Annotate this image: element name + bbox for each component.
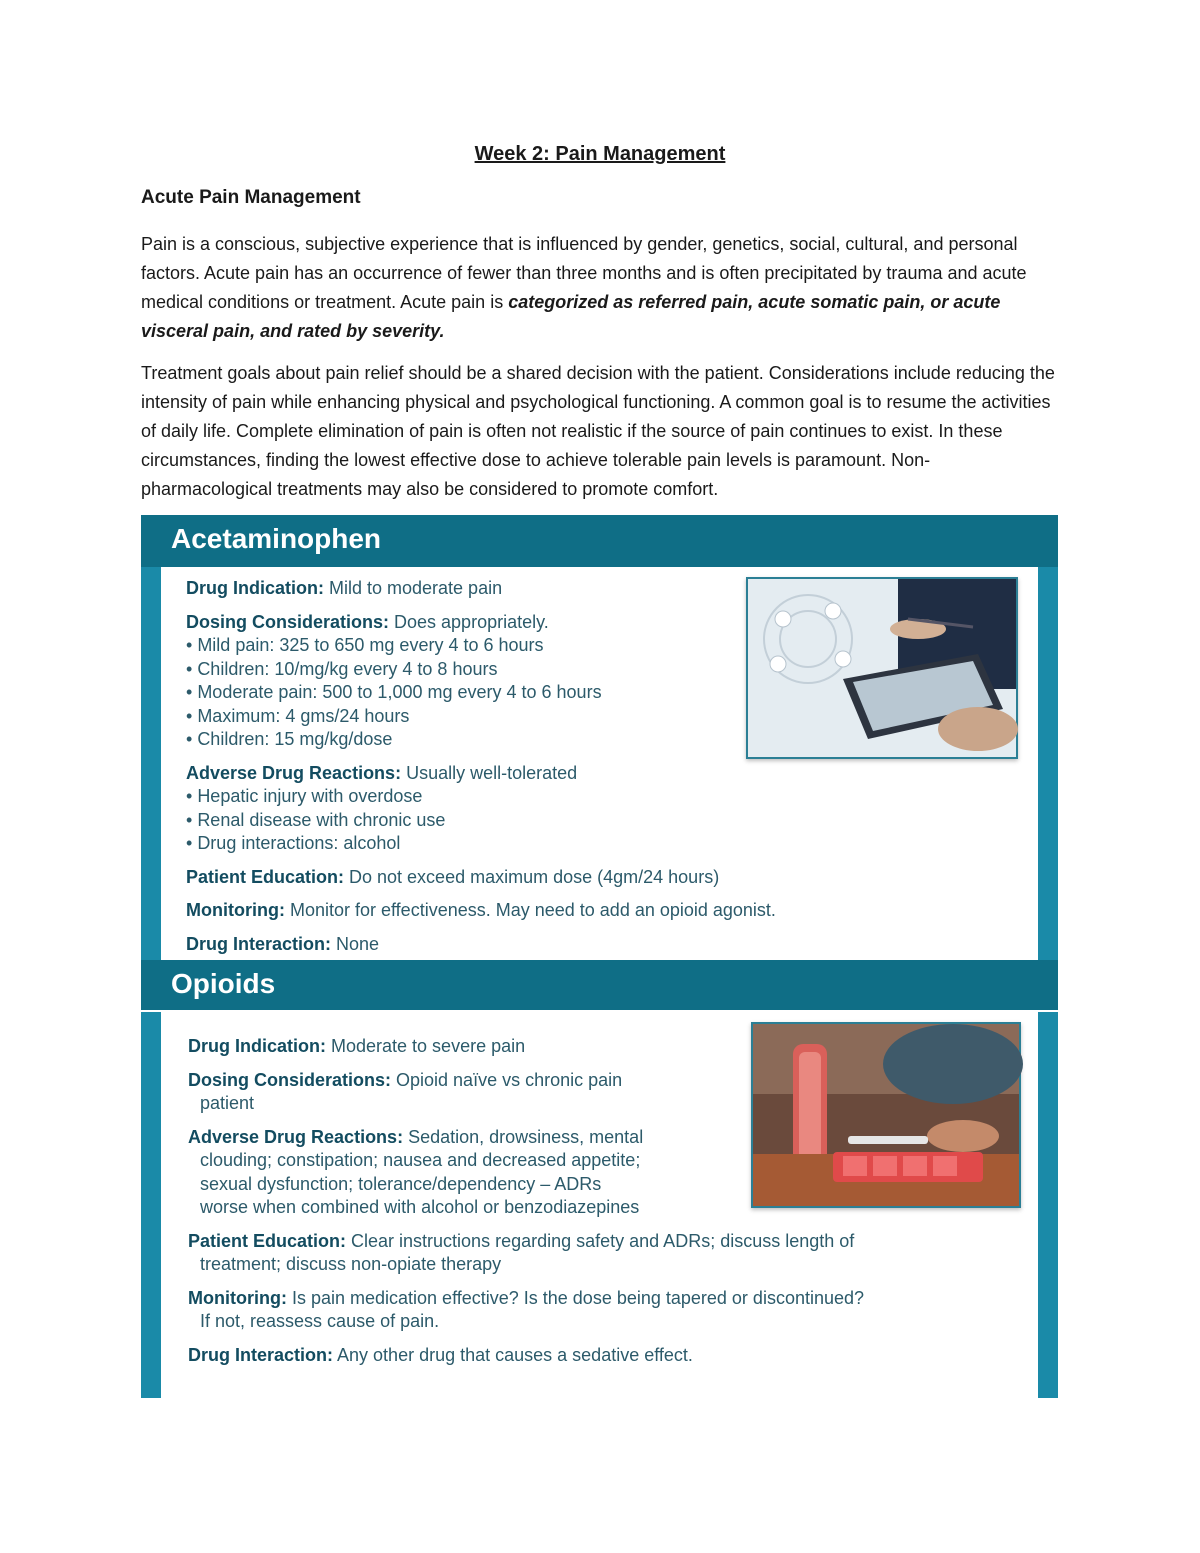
treatment-goals-paragraph: Treatment goals about pain relief should be a shared decision with the patient. Considerations include reducing the intensity of pain while enhancing physical and psychological functioning. A common goal is to resume the activities of daily life. Complete elimination of pain is often not realistic if the source of pain continues to exist. In these circumstances, finding the lowest effective dose to achieve tolerable pain levels is paramount. Non-pharmacological treatments may also be considered to promote comfort. bbox=[141, 363, 1055, 499]
education-row bbox=[188, 1230, 864, 1254]
adr-label: Adverse Drug Reactions: bbox=[186, 762, 402, 783]
intro-emphasis: categorized as referred pain, acute somatic pain, or acute visceral pain, and rated by severity. bbox=[141, 292, 1001, 341]
interaction-label: Drug Interaction: bbox=[188, 1344, 334, 1365]
education-value: Clear instructions regarding safety and ADRs; discuss length of bbox=[346, 1230, 855, 1251]
dosing-row bbox=[186, 611, 776, 635]
adr-bullet: • Drug interactions: alcohol bbox=[186, 832, 776, 856]
dosing-bullet: • Children: 10/mg/kg every 4 to 8 hours bbox=[186, 658, 776, 682]
monitoring-value: Monitor for effectiveness. May need to add an opioid agonist. bbox=[284, 900, 776, 920]
adr-continuation: clouding; constipation; nausea and decreased appetite; bbox=[200, 1150, 641, 1170]
adr-value: Usually well-tolerated bbox=[401, 762, 578, 783]
education-label: Patient Education: bbox=[188, 1230, 347, 1251]
adr-continuation: worse when combined with alcohol or benzodiazepines bbox=[200, 1197, 640, 1217]
adr-bullet: • Renal disease with chronic use bbox=[186, 809, 776, 833]
interaction-value: None bbox=[331, 933, 380, 954]
card-border-right bbox=[1038, 1012, 1058, 1398]
acetaminophen-details bbox=[186, 577, 776, 956]
dosing-value: Opioid naïve vs chronic pain bbox=[391, 1069, 623, 1090]
card-border-right bbox=[1038, 567, 1058, 960]
interaction-row bbox=[186, 933, 776, 957]
interaction-row bbox=[188, 1344, 864, 1368]
tablet-photo bbox=[746, 577, 1018, 759]
monitoring-row bbox=[188, 1287, 864, 1311]
education-value: Do not exceed maximum dose (4gm/24 hours) bbox=[344, 866, 720, 887]
dosing-bullet: • Moderate pain: 500 to 1,000 mg every 4 to 6 hours bbox=[186, 681, 776, 705]
adr-value: Sedation, drowsiness, mental bbox=[403, 1126, 644, 1147]
indication-value: Mild to moderate pain bbox=[324, 578, 503, 598]
dosing-value: Does appropriately. bbox=[389, 611, 549, 632]
dosing-bullet: • Children: 15 mg/kg/dose bbox=[186, 728, 776, 752]
monitoring-continuation: If not, reassess cause of pain. bbox=[200, 1311, 440, 1331]
education-row bbox=[186, 866, 776, 890]
dosing-label: Dosing Considerations: bbox=[186, 611, 390, 632]
adr-label: Adverse Drug Reactions: bbox=[188, 1126, 404, 1147]
acetaminophen-card bbox=[141, 515, 1058, 960]
monitoring-value: Is pain medication effective? Is the dose being tapered or discontinued? bbox=[286, 1287, 865, 1308]
education-label: Patient Education: bbox=[186, 866, 345, 887]
monitoring-label: Monitoring: bbox=[188, 1287, 287, 1308]
monitoring-row bbox=[186, 899, 776, 923]
dosing-bullet: • Maximum: 4 gms/24 hours bbox=[186, 705, 776, 729]
card-border-left bbox=[141, 567, 161, 960]
card-border-left bbox=[141, 1012, 161, 1398]
dosing-label: Dosing Considerations: bbox=[188, 1069, 392, 1090]
indication-row bbox=[186, 577, 776, 601]
opioids-header-band bbox=[141, 960, 1058, 1010]
intro-text: Pain is a conscious, subjective experience that is influenced by gender, genetics, social, cultural, and personal factors. Acute pain has an occurrence of fewer than three months and is often precipitated by trauma and acute medical conditions or treatment. Acute pain is bbox=[141, 234, 1027, 312]
interaction-label: Drug Interaction: bbox=[186, 933, 332, 954]
monitoring-label: Monitoring: bbox=[186, 900, 285, 920]
section-heading: Acute Pain Management bbox=[141, 187, 361, 208]
adr-continuation: sexual dysfunction; tolerance/dependency – ADRs bbox=[200, 1173, 602, 1194]
indication-label: Drug Indication: bbox=[186, 578, 324, 598]
opioids-card bbox=[141, 960, 1058, 1398]
intro-paragraph bbox=[141, 230, 1061, 346]
opioids-heading: Opioids bbox=[171, 968, 276, 999]
adr-row bbox=[186, 762, 776, 786]
education-continuation: treatment; discuss non-opiate therapy bbox=[200, 1254, 502, 1274]
dosing-bullet: • Mild pain: 325 to 650 mg every 4 to 6 hours bbox=[186, 634, 776, 658]
adr-bullet: • Hepatic injury with overdose bbox=[186, 785, 776, 809]
indication-value: Moderate to severe pain bbox=[326, 1036, 526, 1056]
page-title: Week 2: Pain Management bbox=[474, 143, 726, 165]
interaction-value: Any other drug that causes a sedative effect. bbox=[333, 1344, 693, 1365]
indication-label: Drug Indication: bbox=[188, 1036, 326, 1056]
dosing-continuation: patient bbox=[200, 1093, 255, 1113]
acetaminophen-heading: Acetaminophen bbox=[171, 523, 382, 554]
pill-organizer-photo bbox=[751, 1022, 1021, 1208]
